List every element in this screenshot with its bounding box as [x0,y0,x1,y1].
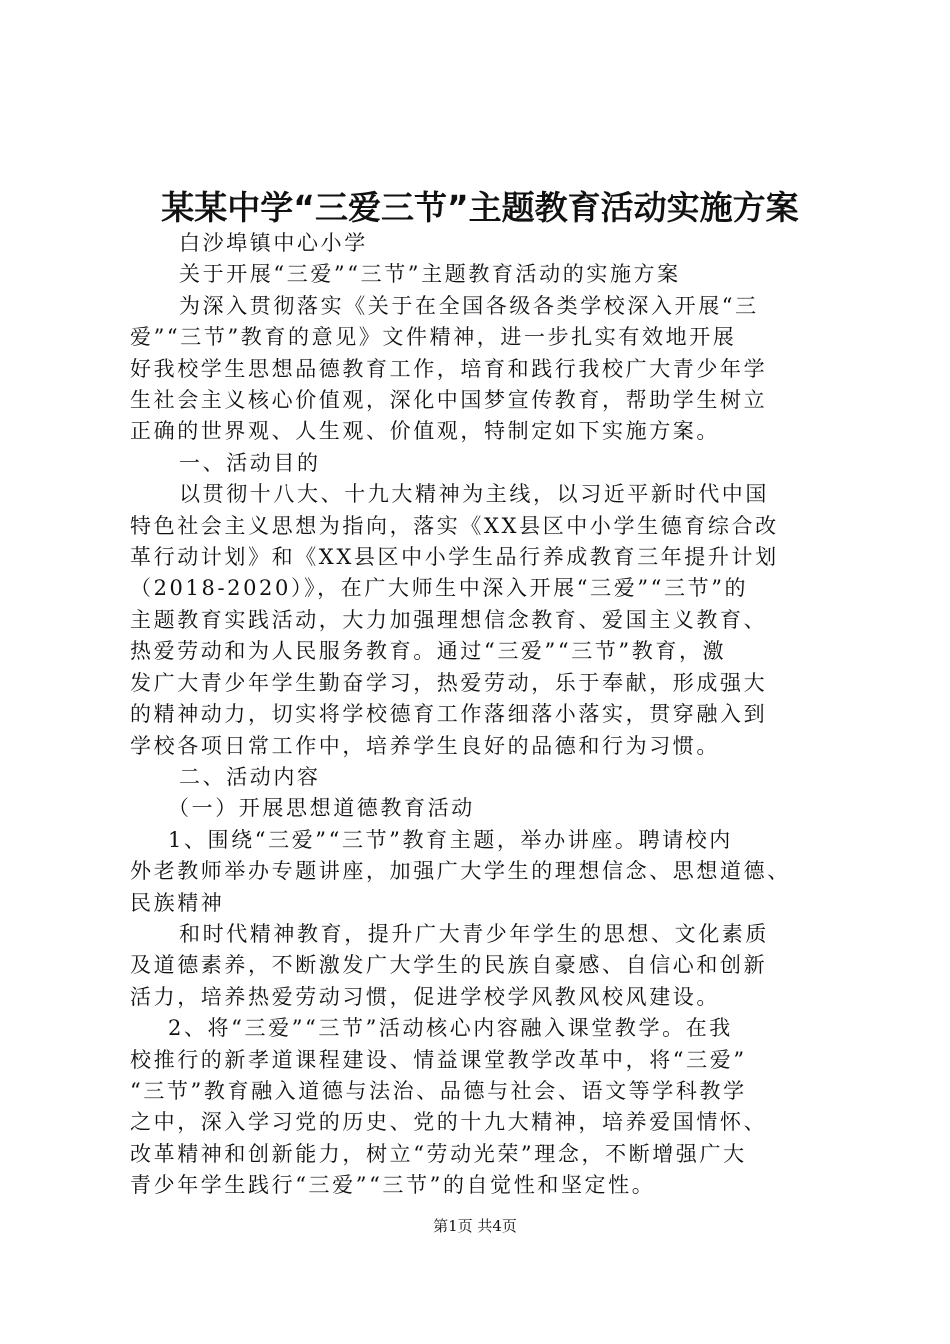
section-heading: 二、活动内容 [179,764,321,789]
paragraph-line: 1、围绕“三爱”“三节”教育主题，举办讲座。聘请校内 [168,827,733,852]
paragraph-line: 主题教育实践活动，大力加强理想信念教育、爱国主义教育、 [130,607,768,632]
section-heading: 一、活动目的 [179,450,321,475]
paragraph-line: 革行动计划》和《XX县区中小学生品行养成教育三年提升计划 [130,545,779,570]
paragraph-line: 好我校学生思想品德教育工作，培育和践行我校广大青少年学 [130,356,768,381]
paragraph-line: 2、将“三爱”“三节”活动核心内容融入课堂教学。在我 [168,1016,733,1041]
paragraph-line: 外老教师举办专题讲座，加强广大学生的理想信念、思想道德、 [130,859,791,884]
paragraph-line: “三节”教育融入道德与法治、品德与社会、语文等学科教学 [130,1078,747,1103]
subtitle-line: 关于开展“三爱”“三节”主题教育活动的实施方案 [179,262,681,287]
paragraph-line: 的精神动力，切实将学校德育工作落细落小落实，贯穿融入到 [130,702,768,727]
paragraph-line: 和时代精神教育，提升广大青少年学生的思想、文化素质 [179,921,769,946]
paragraph-line: 民族精神 [130,890,225,915]
subsection-heading: （一）开展思想道德教育活动 [168,796,475,821]
school-name-line: 白沙埠镇中心小学 [179,231,368,255]
paragraph-line: 改革精神和创新能力，树立“劳动光荣”理念，不断增强广大 [130,1141,747,1166]
paragraph-line: 生社会主义核心价值观，深化中国梦宣传教育，帮助学生树立 [130,388,768,413]
paragraph-line: 之中，深入学习党的历史、党的十九大精神，培养爱国情怀、 [130,1110,768,1135]
paragraph-line: 发广大青少年学生勤奋学习，热爱劳动，乐于奉献，形成强大 [130,670,768,695]
paragraph-line: 以贯彻十八大、十九大精神为主线，以习近平新时代中国 [179,482,769,507]
paragraph-line: 热爱劳动和为人民服务教育。通过“三爱”“三节”教育，激 [130,639,727,664]
paragraph-line: 及道德素养，不断激发广大学生的民族自豪感、自信心和创新 [130,953,768,978]
page-number-footer: 第1页 共4页 [433,1217,517,1235]
document-body [130,228,830,1202]
paragraph-line: 爱”“三节”教育的意见》文件精神，进一步扎实有效地开展 [130,325,737,350]
paragraph-line: 校推行的新孝道课程建设、情益课堂教学改革中，将“三爱” [130,1047,747,1072]
paragraph-line: 为深入贯彻落实《关于在全国各级各类学校深入开展“三 [179,293,759,318]
document-title: 某某中学“三爱三节”主题教育活动实施方案 [161,188,799,227]
paragraph-line: 特色社会主义思想为指向，落实《XX县区中小学生德育综合改 [130,513,779,538]
paragraph-line: 青少年学生践行“三爱”“三节”的自觉性和坚定性。 [130,1173,656,1198]
paragraph-line: 学校各项日常工作中，培养学生良好的品德和行为习惯。 [130,733,720,758]
paragraph-line: （2018-2020）》，在广大师生中深入开展“三爱”“三节”的 [130,576,749,601]
paragraph-line: 正确的世界观、人生观、价值观，特制定如下实施方案。 [130,419,720,444]
paragraph-line: 活力，培养热爱劳动习惯，促进学校学风教风校风建设。 [130,984,720,1009]
